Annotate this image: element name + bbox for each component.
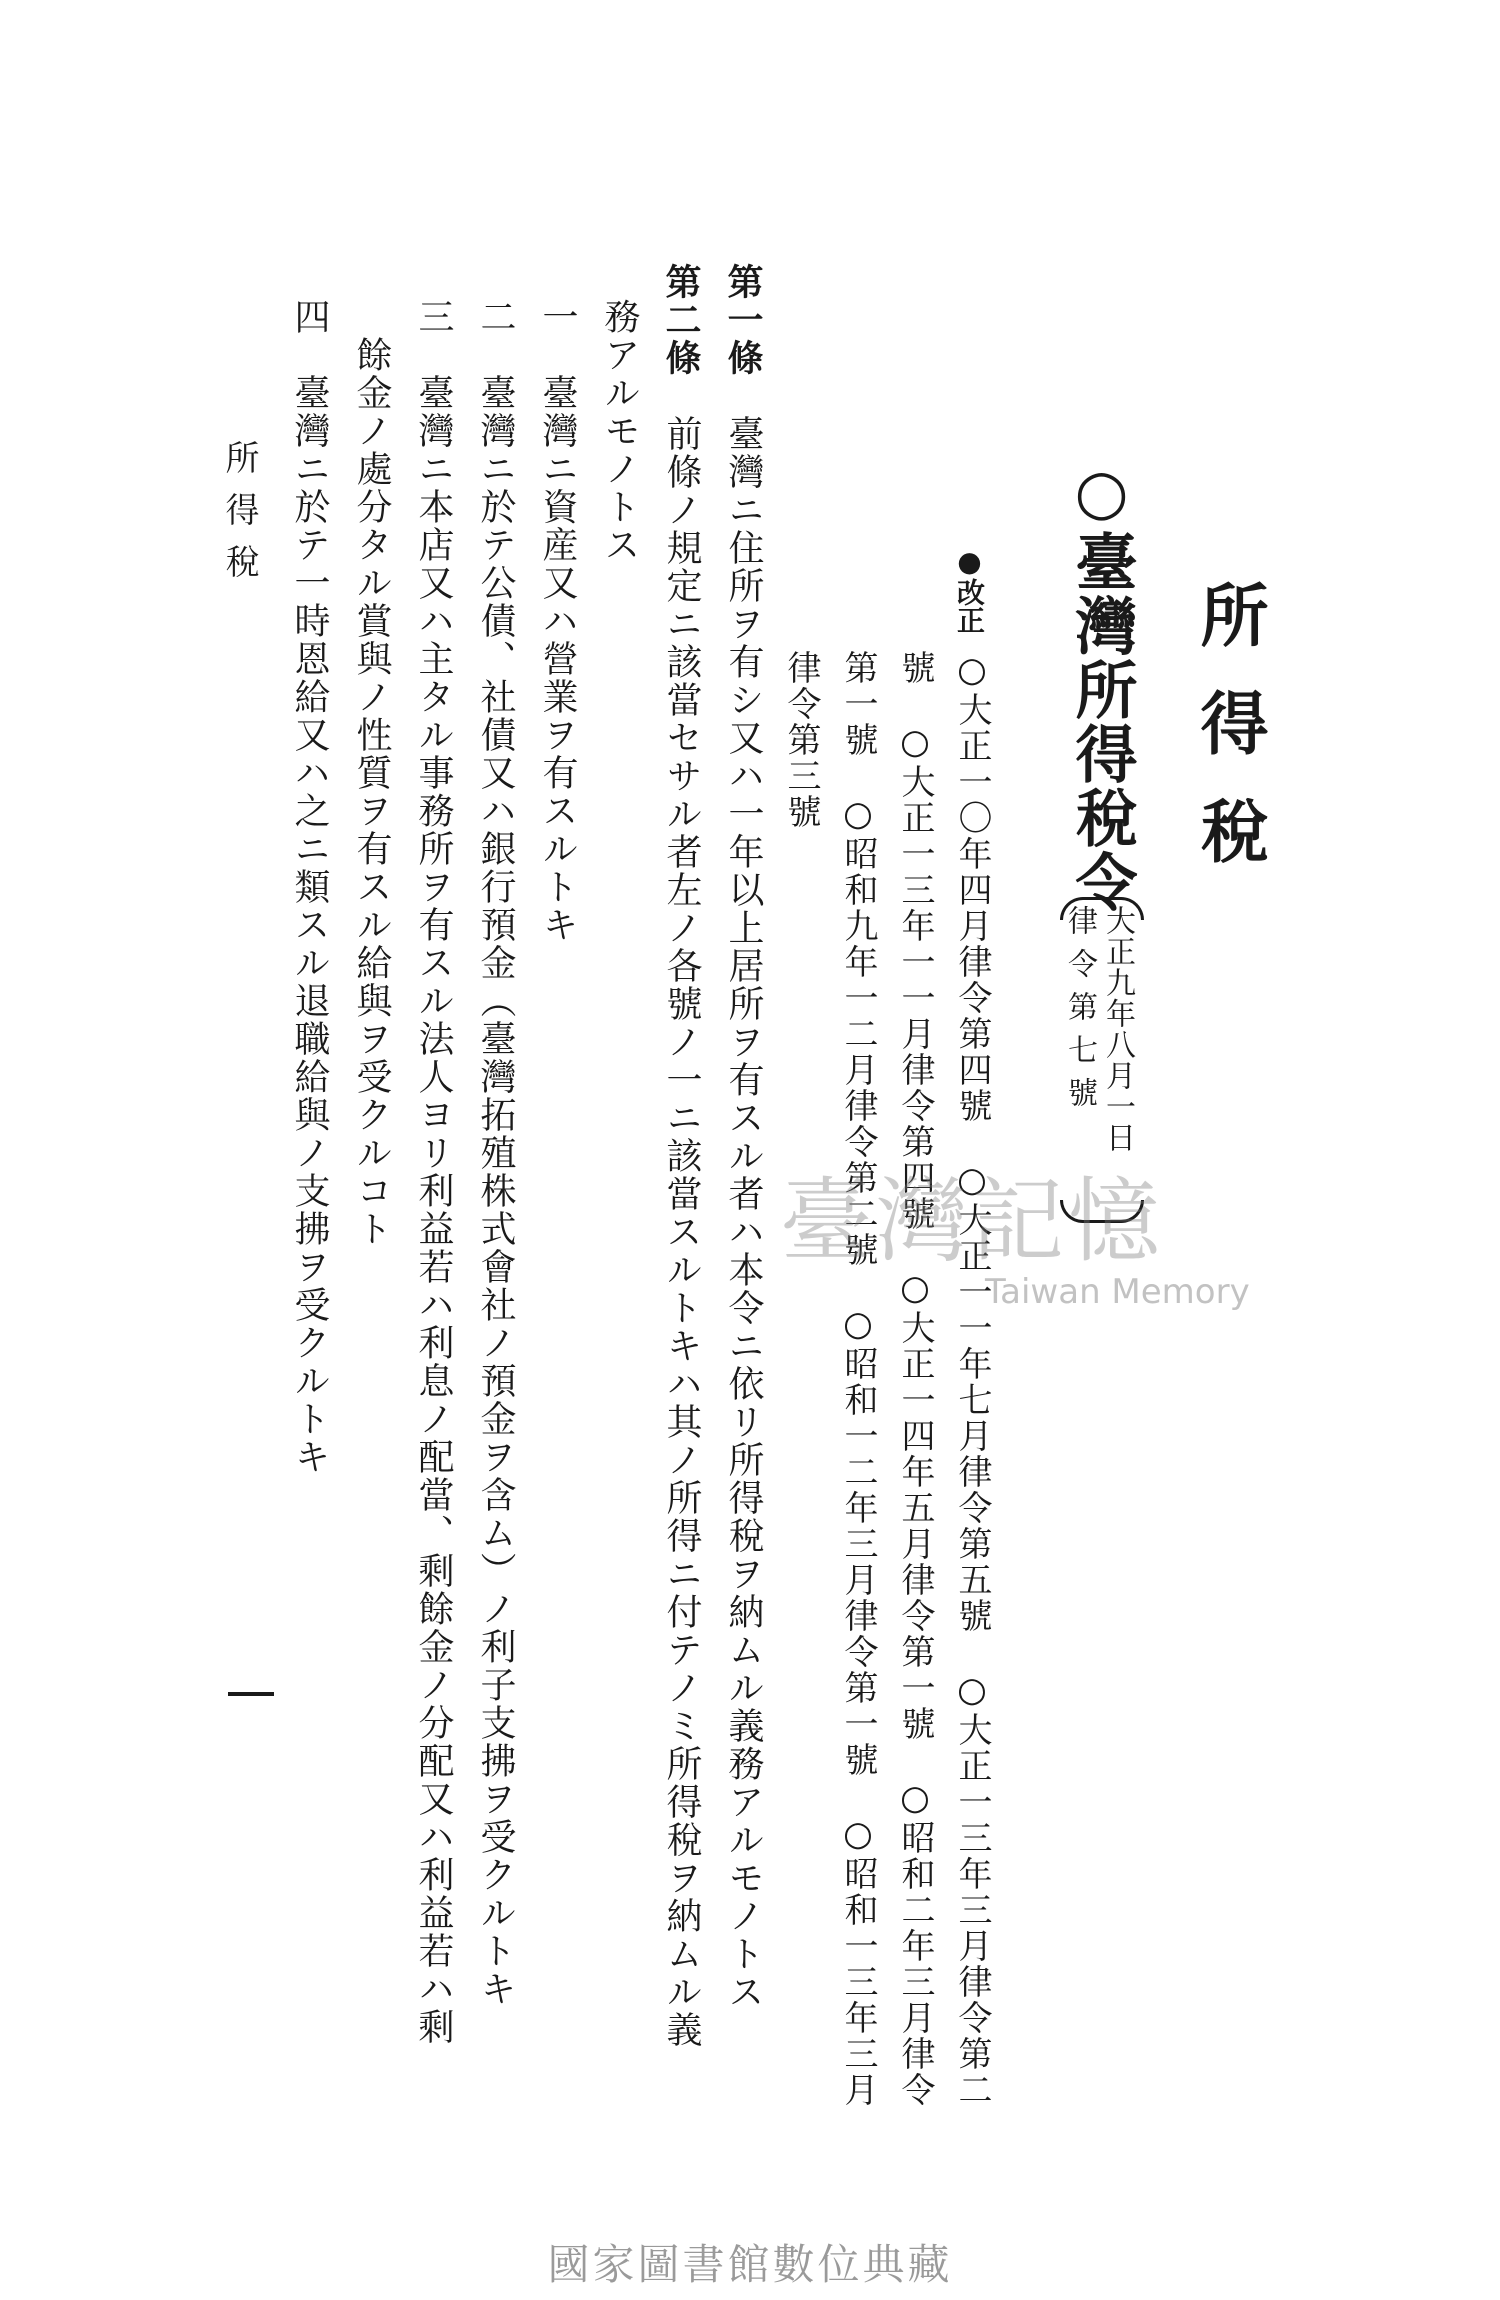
article-number: 第一條 <box>722 263 764 377</box>
running-head: 所得稅 <box>219 440 259 596</box>
item-3: 三 臺灣ニ本店又ハ主タル事務所ヲ有スル法人ヨリ利益若ハ利息ノ配當、剩餘金ノ分配又ハ利益若ハ剩 <box>413 298 454 2046</box>
amendment-line-4: 律令第三號 <box>781 650 821 830</box>
amendment-line-3: 第一號 ○昭和九年一二月律令第二號 ○昭和一二年三月律令第一號 ○昭和一三年三月 <box>838 650 878 2108</box>
item-2: 二 臺灣ニ於テ公債、社債又ハ銀行預金（臺灣拓殖株式會社ノ預金ヲ含ム）ノ利子支拂ヲ受クルトキ <box>475 298 516 2008</box>
article-text: 前條ノ規定ニ該當セサル者左ノ各號ノ一ニ該當スルトキハ其ノ所得ニ付テノミ所得稅ヲ納ムル義 <box>661 377 702 2049</box>
article-1 <box>722 263 764 2011</box>
enactment-date: 大正九年八月一日 <box>1100 905 1135 1153</box>
item-4: 四 臺灣ニ於テ一時恩給又ハ之ニ類スル退職給與ノ支拂ヲ受クルトキ <box>289 298 330 1476</box>
law-title: ○臺灣所得稅令 <box>1065 455 1138 914</box>
article-2 <box>660 263 702 2049</box>
footer-credit: 國家圖書館數位典藏 <box>547 2240 953 2289</box>
enactment-number: 律令第七號 <box>1062 905 1097 1120</box>
page-number <box>228 1692 274 1696</box>
watermark: 臺灣記憶 <box>780 1168 1165 1275</box>
article-number: 第二條 <box>660 263 702 377</box>
amendment-line-1: ○大正一〇年四月律令第四號 ○大正一一年七月律令第五號 ○大正一三年三月律令第二 <box>952 650 992 2108</box>
watermark-en: Taiwan Memory <box>985 1272 1250 1312</box>
amendment-line-2: 號 ○大正一三年一一月律令第四號 ○大正一四年五月律令第一號 ○昭和二年三月律令 <box>895 650 935 2108</box>
main-title: 所得稅 <box>1189 580 1269 904</box>
item-1: 一 臺灣ニ資産又ハ營業ヲ有スルトキ <box>537 298 578 944</box>
item-3-continued: 餘金ノ處分タル賞與ノ性質ヲ有スル給與ヲ受クルコト <box>351 298 392 1248</box>
amendment-label: ●改正 <box>953 545 986 634</box>
article-text: 臺灣ニ住所ヲ有シ又ハ一年以上居所ヲ有スル者ハ本令ニ依リ所得稅ヲ納ムル義務アルモノトス <box>723 377 764 2011</box>
article-2-continued: 務アルモノトス <box>599 298 640 564</box>
